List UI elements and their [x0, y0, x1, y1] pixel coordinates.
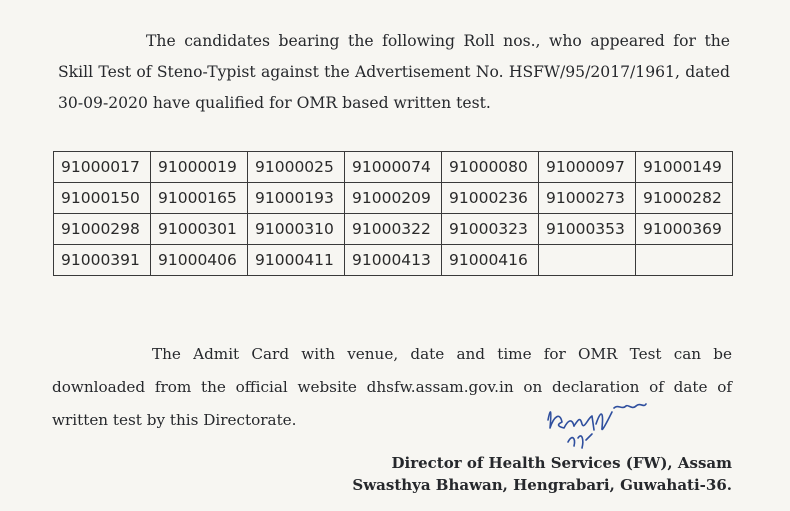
roll-number-cell: [636, 245, 733, 276]
signatory-address: Swasthya Bhawan, Hengrabari, Guwahati-36.: [352, 476, 732, 494]
table-row: [54, 183, 733, 214]
roll-number-cell: 91000323: [442, 214, 539, 245]
roll-number-cell: 91000353: [539, 214, 636, 245]
table-row: [54, 214, 733, 245]
roll-number-cell: 91000406: [151, 245, 248, 276]
handwritten-signature: [538, 398, 658, 456]
roll-number-cell: 91000298: [54, 214, 151, 245]
roll-number-cell: 91000074: [345, 152, 442, 183]
roll-number-cell: 91000149: [636, 152, 733, 183]
roll-number-cell: 91000165: [151, 183, 248, 214]
signatory-title: Director of Health Services (FW), Assam: [391, 454, 732, 472]
roll-number-cell: 91000369: [636, 214, 733, 245]
roll-number-cell: 91000017: [54, 152, 151, 183]
roll-number-cell: 91000025: [248, 152, 345, 183]
roll-number-cell: 91000310: [248, 214, 345, 245]
roll-number-cell: 91000301: [151, 214, 248, 245]
roll-number-cell: [539, 245, 636, 276]
admit-card-notice: The Admit Card with venue, date and time for OMR Test can be downloaded from the official website dhsfw.assam.gov.in on declaration of date of written test by this Directorate.: [52, 345, 732, 429]
table-row: [54, 245, 733, 276]
table-row: [54, 152, 733, 183]
intro-paragraph: The candidates bearing the following Roll nos., who appeared for the Skill Test of Steno-Typist against the Advertisement No. HSFW/95/2017/1961, dated 30-09-2020 have qualified for OMR based written test.: [58, 32, 730, 112]
roll-number-cell: 91000150: [54, 183, 151, 214]
roll-number-cell: 91000080: [442, 152, 539, 183]
roll-number-cell: 91000236: [442, 183, 539, 214]
roll-number-cell: 91000209: [345, 183, 442, 214]
signature-block: [352, 452, 732, 496]
roll-number-cell: 91000097: [539, 152, 636, 183]
roll-number-cell: 91000273: [539, 183, 636, 214]
roll-number-cell: 91000416: [442, 245, 539, 276]
roll-number-cell: 91000411: [248, 245, 345, 276]
roll-number-cell: 91000322: [345, 214, 442, 245]
roll-number-cell: 91000391: [54, 245, 151, 276]
roll-number-cell: 91000413: [345, 245, 442, 276]
roll-number-cell: 91000019: [151, 152, 248, 183]
roll-number-cell: 91000193: [248, 183, 345, 214]
roll-number-cell: 91000282: [636, 183, 733, 214]
roll-number-table: [53, 151, 733, 276]
